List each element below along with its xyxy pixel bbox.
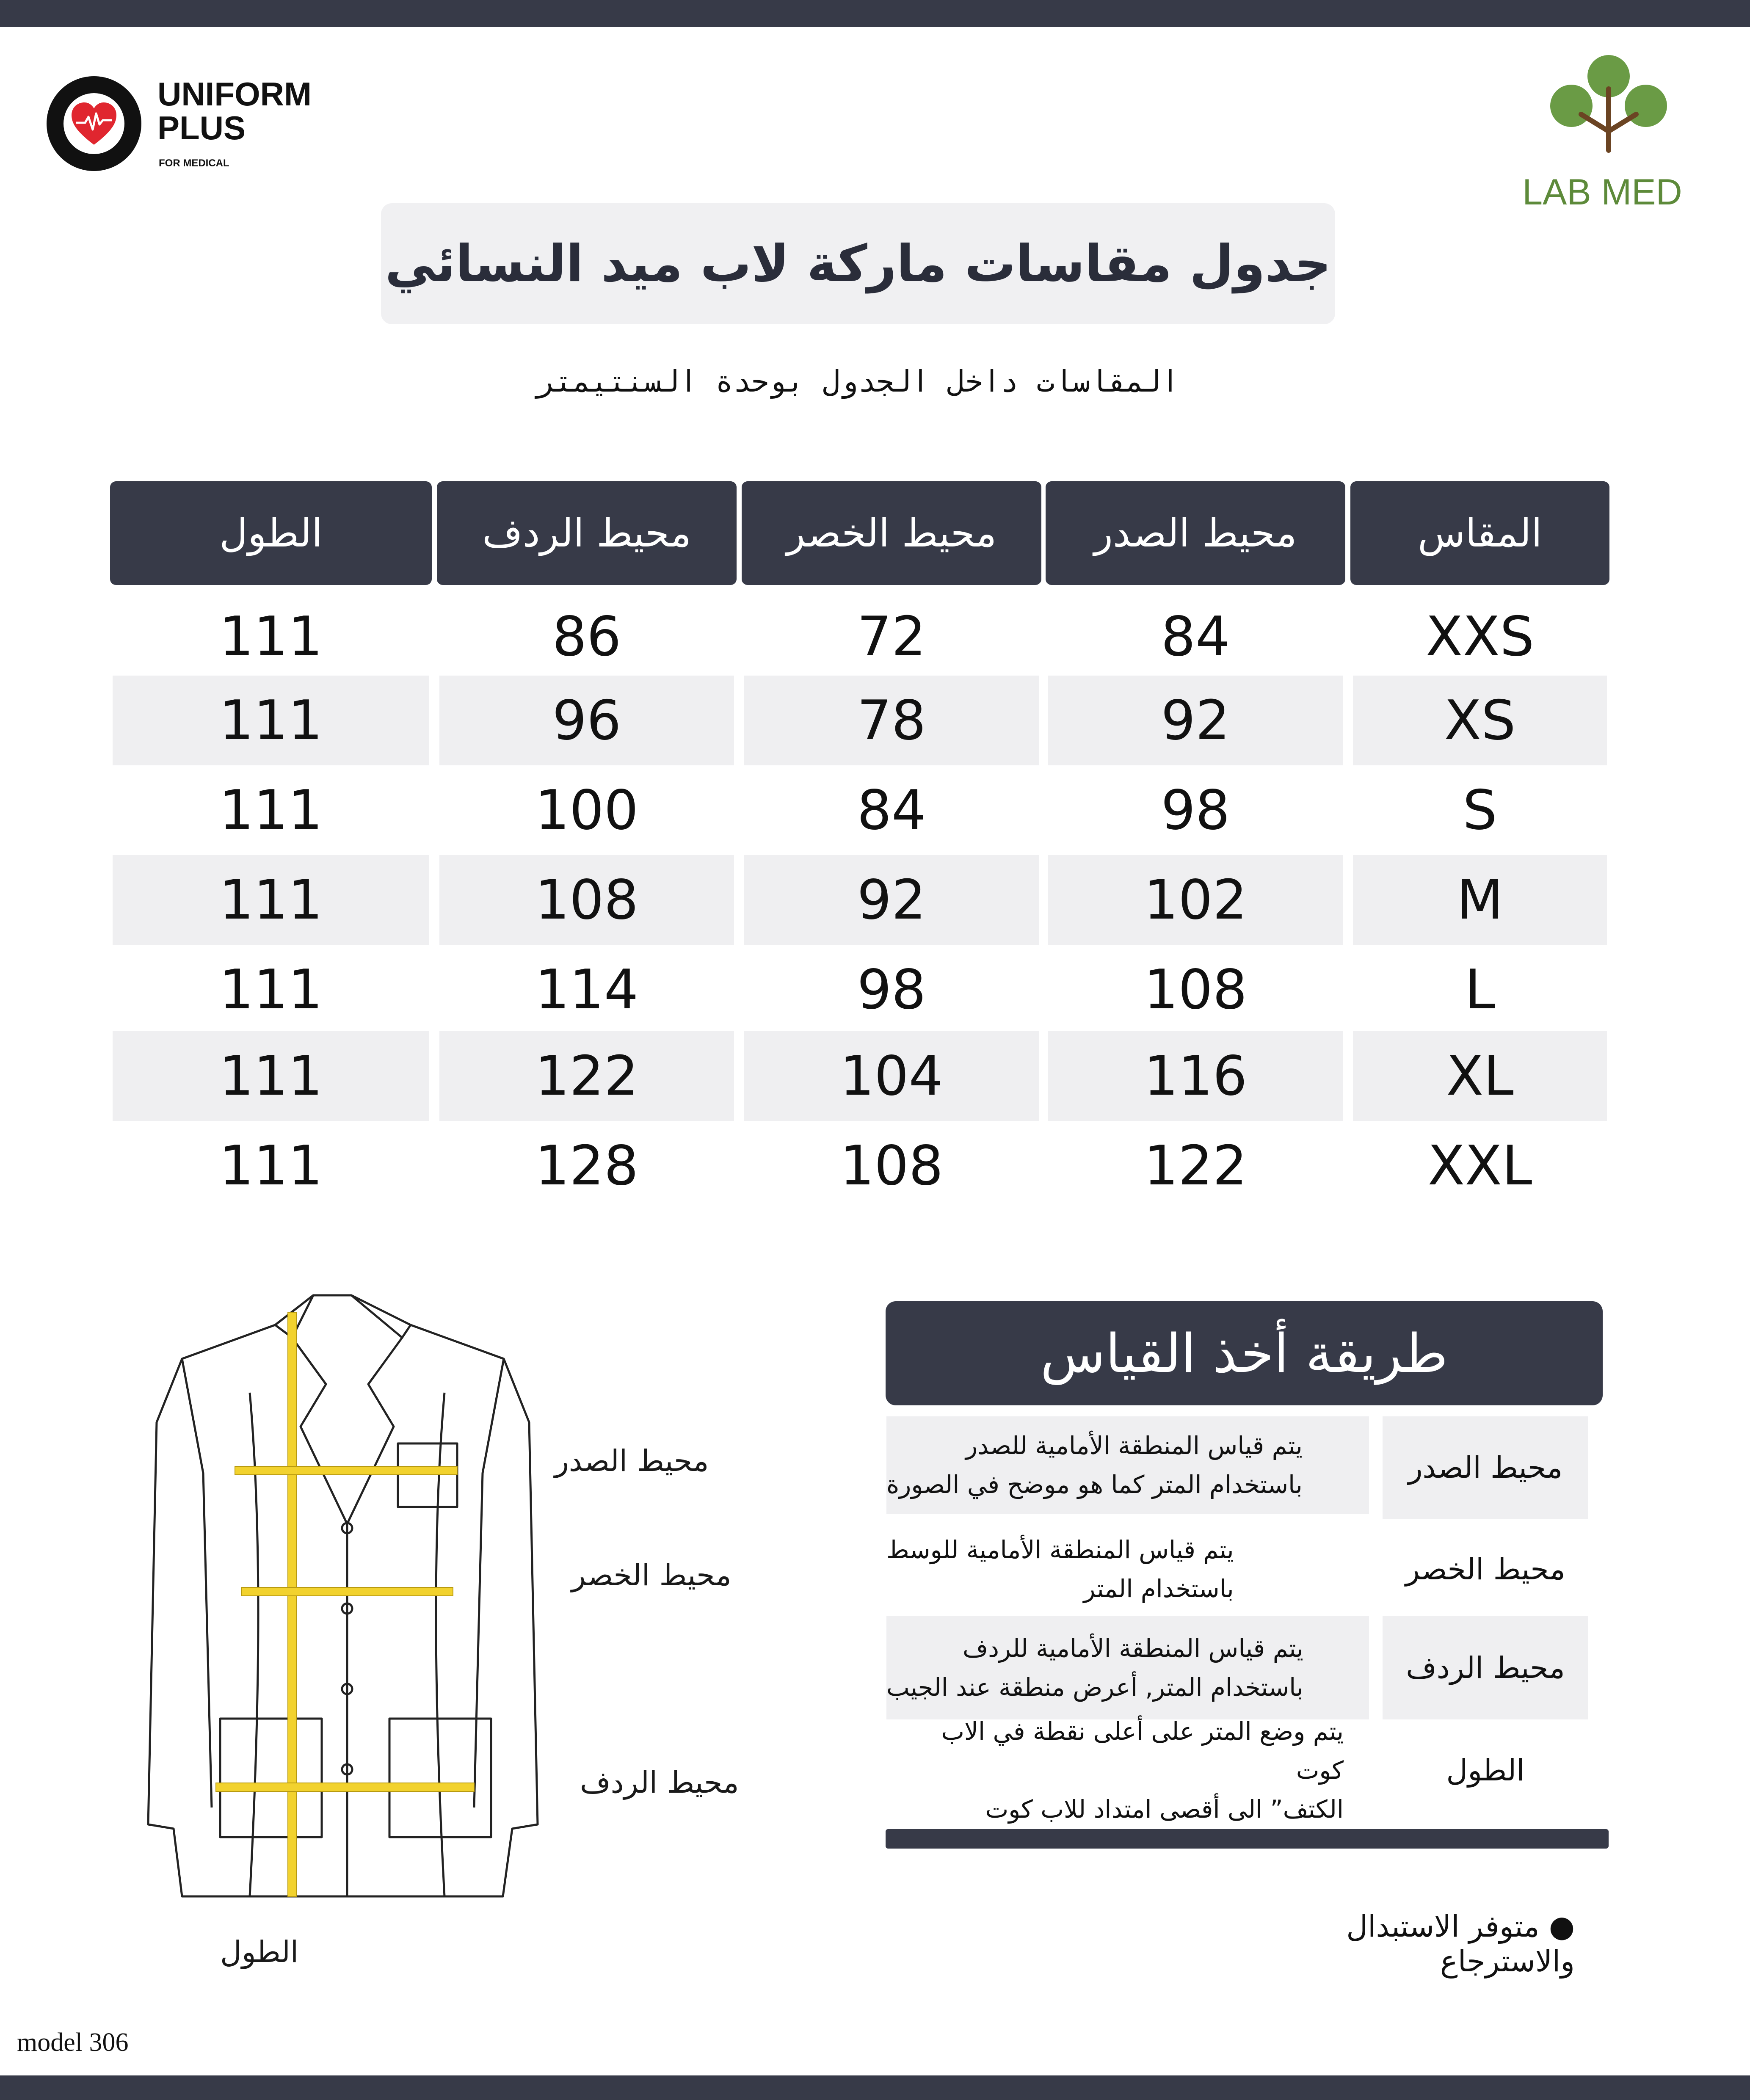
diagram-label-length: الطول [220,1934,299,1969]
lab-med-name: LAB MED [1522,172,1682,212]
method-name-hip: محيط الردف [1383,1616,1588,1719]
uniform-plus-logo [47,76,343,178]
cell-length: 111 [113,855,429,945]
method-desc-waist [886,1519,1369,1620]
cell-size: XXL [1427,1134,1532,1198]
method-desc-hip [886,1616,1369,1719]
method-desc-line: يتم قياس المنطقة الأمامية للردف [962,1634,1303,1663]
cell-length: 111 [219,605,323,668]
cell-waist: 104 [744,1031,1039,1121]
cell-length: 111 [113,676,429,765]
lab-med-logo [1507,55,1698,224]
method-desc-line: يتم قياس المنطقة الأمامية للصدر [966,1431,1303,1460]
header-length: الطول [110,481,432,585]
header-chest: محيط الصدر [1046,481,1345,585]
cell-chest: 98 [1161,778,1230,842]
cell-hip: 86 [552,605,621,668]
cell-chest: 102 [1048,855,1343,945]
cell-size: M [1353,855,1607,945]
method-desc-line: باستخدام المتر, أعرض منطقة عند الجيب [886,1673,1303,1702]
cell-waist: 92 [744,855,1039,945]
cell-hip: 128 [535,1134,639,1198]
cell-waist: 108 [839,1134,944,1198]
top-bar [0,0,1750,27]
cell-hip: 114 [535,958,639,1021]
diagram-label-waist: محيط الخصر [571,1558,731,1592]
bullet-icon: ● [1539,1909,1575,1944]
tree-icon [1549,55,1668,157]
header-size: المقاس [1350,481,1609,585]
method-desc-line: الكتف” الى أقصى امتداد للاب كوت [985,1795,1344,1824]
header-hip: محيط الردف [437,481,737,585]
cell-size: L [1465,958,1495,1021]
method-desc-line: يتم وضع المتر على أعلى نقطة في الاب كوت [941,1717,1344,1785]
units-subtitle: المقاسات داخل الجدول بوحدة السنتيمتر [537,364,1179,399]
brand-name-line1: UNIFORM [157,75,312,113]
heart-pulse-icon [70,101,118,147]
method-desc-chest [886,1416,1369,1514]
cell-hip: 100 [535,778,639,842]
lab-coat-illustration [140,1287,546,1918]
cell-waist: 98 [857,958,926,1021]
cell-size: XS [1353,676,1607,765]
diagram-label-chest: محيط الصدر [555,1443,709,1478]
method-name-chest: محيط الصدر [1383,1416,1588,1519]
title-box [381,203,1335,324]
cell-chest: 92 [1048,676,1343,765]
cell-length: 111 [219,1134,323,1198]
cell-length: 111 [113,1031,429,1121]
cell-chest: 84 [1161,605,1230,668]
brand-name-line2: PLUS [157,109,246,146]
cell-size: XXS [1425,605,1535,668]
cell-length: 111 [219,958,323,1021]
brand-tagline: FOR MEDICAL [159,157,229,169]
method-title: طريقة أخذ القياس [886,1301,1603,1405]
model-number: model 306 [17,2028,129,2057]
method-name-waist: محيط الخصر [1405,1552,1565,1587]
cell-waist: 78 [744,676,1039,765]
cell-waist: 84 [857,778,926,842]
method-desc-length [886,1717,1369,1824]
bottom-bar [0,2075,1750,2100]
exchange-note-text: متوفر الاستبدال والاسترجاع [1346,1909,1575,1979]
method-divider [886,1829,1609,1849]
cell-hip: 96 [439,676,734,765]
cell-chest: 116 [1048,1031,1343,1121]
cell-size: XL [1353,1031,1607,1121]
cell-chest: 108 [1143,958,1248,1021]
method-name-length: الطول [1446,1753,1525,1788]
cell-hip: 108 [439,855,734,945]
cell-size: S [1463,778,1497,842]
method-desc-line: يتم قياس المنطقة الأمامية للوسط [886,1535,1234,1564]
header-waist: محيط الخصر [742,481,1041,585]
diagram-label-hip: محيط الردف [580,1765,739,1800]
brand-name [157,77,312,145]
cell-waist: 72 [857,605,926,668]
page-title: جدول مقاسات ماركة لاب ميد النسائي [385,234,1331,293]
exchange-note [1206,1909,1575,1979]
method-desc-line: باستخدام المتر كما هو موضح في الصورة [886,1470,1303,1499]
cell-hip: 122 [439,1031,734,1121]
cell-length: 111 [219,778,323,842]
method-desc-line: باستخدام المتر [1083,1574,1234,1603]
cell-chest: 122 [1143,1134,1248,1198]
